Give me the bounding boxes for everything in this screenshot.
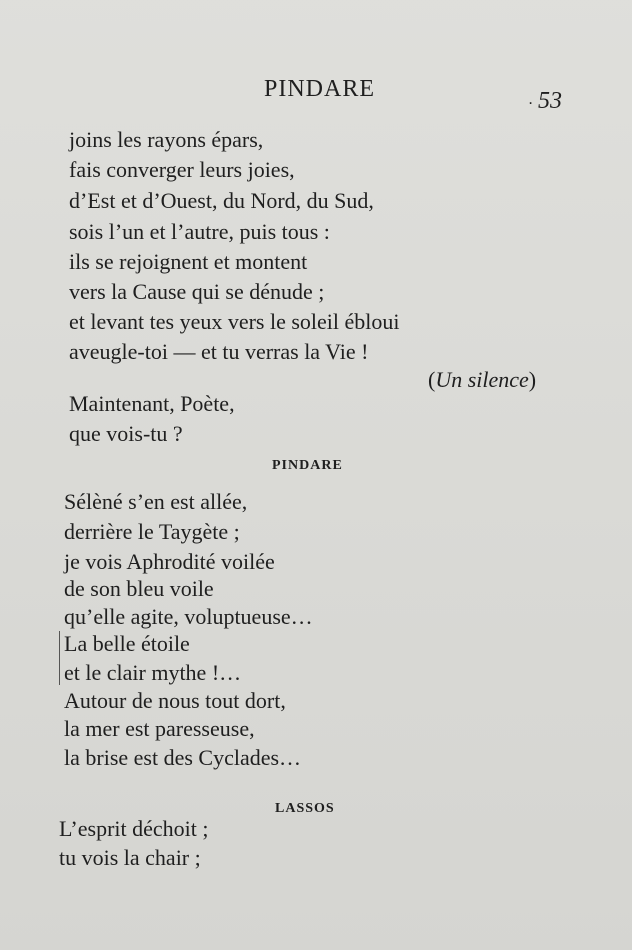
verse-line: fais converger leurs joies, bbox=[69, 157, 295, 182]
verse-line: je vois Aphrodité voilée bbox=[64, 549, 275, 574]
verse-line: et le clair mythe !… bbox=[64, 660, 242, 685]
verse-line: tu vois la chair ; bbox=[59, 845, 201, 870]
verse-line: L’esprit déchoit ; bbox=[59, 816, 209, 841]
verse-line: Autour de nous tout dort, bbox=[64, 688, 286, 713]
verse-line: ils se rejoignent et montent bbox=[69, 249, 308, 274]
verse-line: d’Est et d’Ouest, du Nord, du Sud, bbox=[69, 188, 374, 213]
page-margin-mark bbox=[59, 631, 60, 685]
verse-line: sois l’un et l’autre, puis tous : bbox=[69, 219, 330, 244]
stage-direction bbox=[428, 367, 536, 393]
stage-direction-open-paren: ( bbox=[428, 367, 436, 392]
stage-direction-close-paren: ) bbox=[528, 367, 537, 392]
verse-line: joins les rayons épars, bbox=[69, 127, 264, 152]
verse-line: la mer est paresseuse, bbox=[64, 716, 255, 741]
stage-direction-text: Un silence bbox=[435, 367, 529, 392]
verse-line: aveugle-toi — et tu verras la Vie ! bbox=[69, 339, 369, 364]
speaker-name-pindare: PINDARE bbox=[272, 458, 343, 473]
verse-line: et levant tes yeux vers le soleil ébloui bbox=[69, 309, 400, 334]
verse-line: Maintenant, Poète, bbox=[69, 391, 235, 416]
verse-line: qu’elle agite, voluptueuse… bbox=[64, 604, 313, 629]
verse-line: vers la Cause qui se dénude ; bbox=[69, 279, 325, 304]
verse-line: la brise est des Cyclades… bbox=[64, 745, 302, 770]
page-header-title: PINDARE bbox=[264, 76, 376, 102]
verse-line: Sélèné s’en est allée, bbox=[64, 489, 248, 514]
verse-line: derrière le Taygète ; bbox=[64, 519, 240, 544]
verse-line: La belle étoile bbox=[64, 631, 190, 656]
speaker-name-lassos: LASSOS bbox=[275, 801, 335, 816]
verse-line: que vois-tu ? bbox=[69, 421, 183, 446]
verse-line: de son bleu voile bbox=[64, 576, 214, 601]
page-number: . 53 bbox=[538, 88, 562, 115]
